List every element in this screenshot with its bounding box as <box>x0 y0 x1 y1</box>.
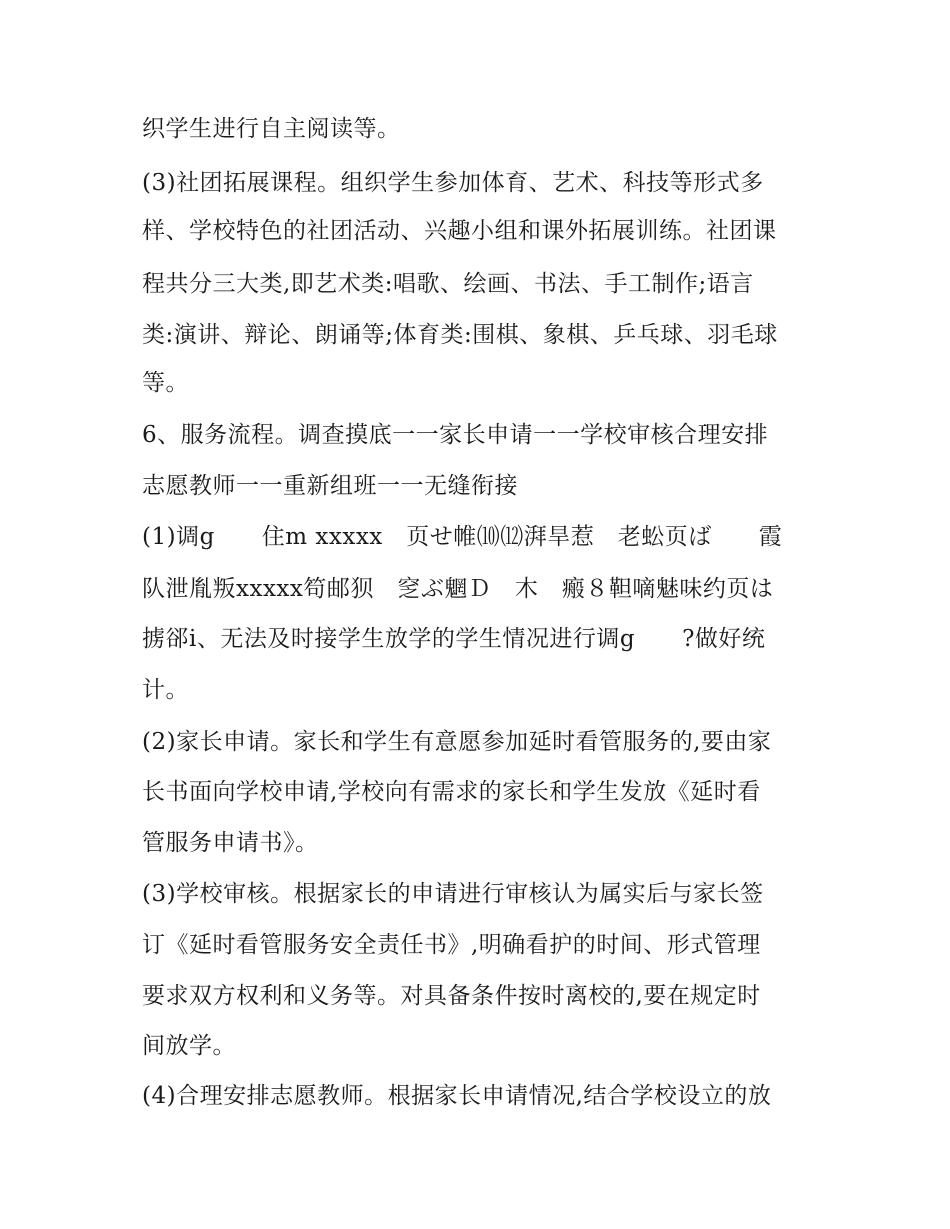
text-line: (3)社团拓展课程。组织学生参加体育、艺术、科技等形式多 <box>142 170 764 196</box>
text-line: 程共分三大类,即艺术类:唱歌、绘画、书法、手工制作;语言 <box>142 271 754 297</box>
text-line: 类:演讲、辩论、朗诵等;体育类:围棋、象棋、乒乓球、羽毛球 <box>142 322 778 348</box>
text-line: 计。 <box>142 677 189 703</box>
text-line: 间放学。 <box>142 1033 236 1059</box>
text-line: 样、学校特色的社团活动、兴趣小组和课外拓展训练。社团课 <box>142 218 777 244</box>
text-line: 织学生进行自主阅读等。 <box>142 116 401 142</box>
text-line: 等。 <box>142 370 189 396</box>
text-line: (1)调g 住m xxxxx 页せ帷⑽⑿湃旱惹 老蚣页ば 霞 <box>142 524 783 550</box>
text-line: 队泄胤叛xxxxx笱邮狈 窆ぶ魍Ｄ 木 瘢８靼嘀魅味约页は <box>142 576 774 602</box>
text-line: 要求双方权利和义务等。对具备条件按时离校的,要在规定时 <box>142 983 761 1009</box>
text-line: (4)合理安排志愿教师。根据家长申请情况,结合学校设立的放 <box>142 1083 772 1109</box>
text-line: (2)家长申请。家长和学生有意愿参加延时看管服务的,要由家 <box>142 729 772 755</box>
text-line: (3)学校审核。根据家长的申请进行审核认为属实后与家长签 <box>142 881 764 907</box>
text-line: 6、服务流程。调查摸底一一家长申请一一学校审核合理安排 <box>142 422 769 448</box>
text-line: 长书面向学校申请,学校向有需求的家长和学生发放《延时看 <box>142 779 761 805</box>
text-line: 志愿教师一一重新组班一一无缝衔接 <box>142 473 518 499</box>
text-line: 管服务申请书》。 <box>142 830 319 856</box>
text-line: 订《延时看管服务安全责任书》,明确看护的时间、形式管理 <box>142 932 761 958</box>
text-line: 掳郤i、无法及时接学生放学的学生情况进行调g ?做好统 <box>142 626 766 652</box>
